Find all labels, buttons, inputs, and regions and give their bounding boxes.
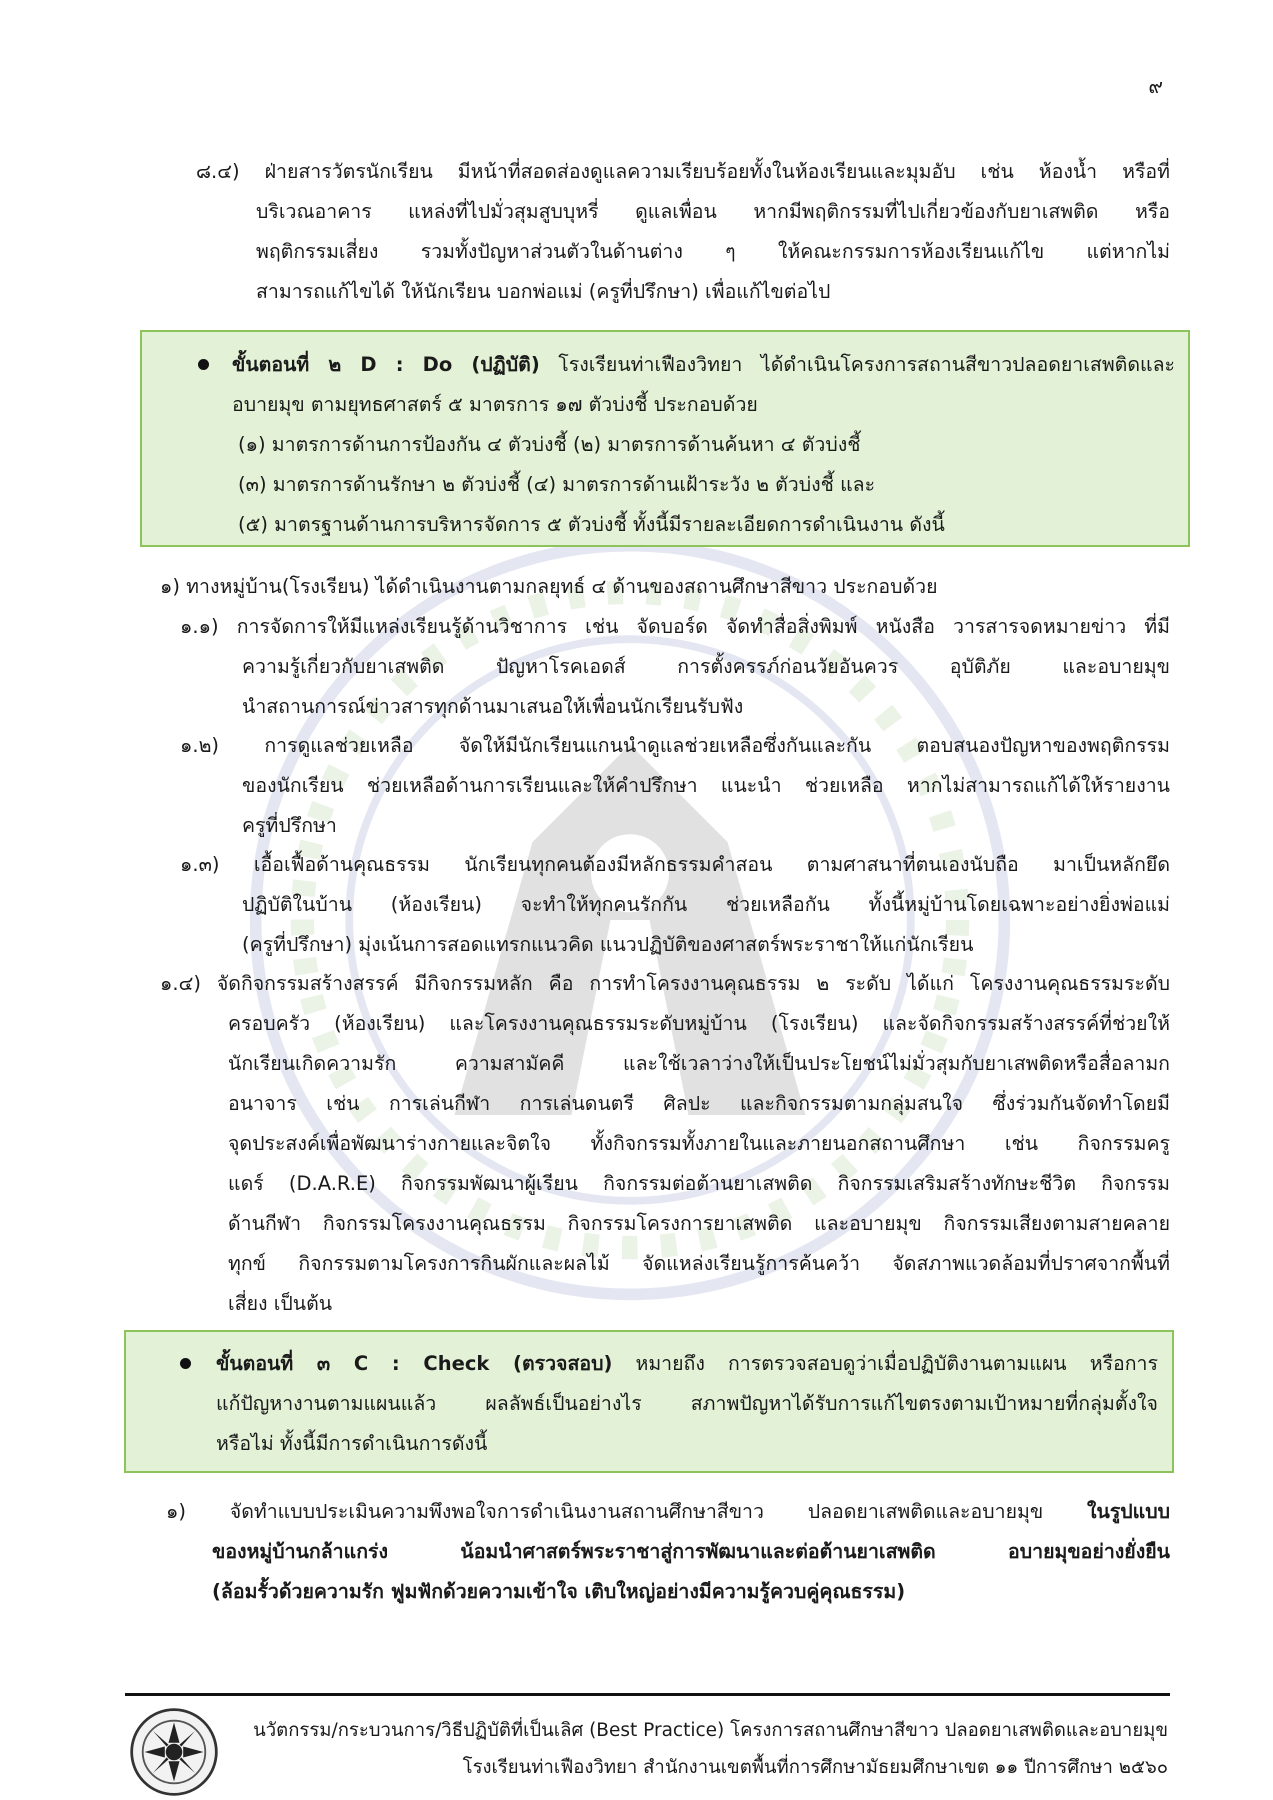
- item-1-4-line: แดร์ (D.A.R.E) กิจกรรมพัฒนาผู้เรียน กิจกรรมต่อต้านยาเสพติด กิจกรรมเสริมสร้างทักษะชีวิต กิจกรรม: [228, 1172, 1170, 1195]
- item-1-4-line: ๑.๔) จัดกิจกรรมสร้างสรรค์ มีกิจกรรมหลัก คือ การทำโครงงานคุณธรรม ๒ ระดับ ได้แก่ โครงงานคุณธรรมระดับ: [160, 972, 1170, 995]
- section-1-intro: ๑) ทางหมู่บ้าน(โรงเรียน) ได้ดำเนินงานตามกลยุทธ์ ๔ ด้านของสถานศึกษาสีขาว ประกอบด้วย: [160, 575, 938, 598]
- check-item-1-bold: ในรูปแบบ: [1086, 1500, 1170, 1523]
- step-check-line: หรือไม่ ทั้งนี้มีการดำเนินการดังนี้: [216, 1432, 488, 1455]
- item-1-3-line: (ครูที่ปรึกษา) มุ่งเน้นการสอดแทรกแนวคิด แนวปฏิบัติของศาสตร์พระราชาให้แก่นักเรียน: [242, 933, 974, 956]
- item-1-3: [180, 845, 1170, 965]
- check-item-1: [166, 1492, 1170, 1612]
- check-item-1-line: ของหมู่บ้านกล้าแกร่ง น้อมนำศาสตร์พระราชาสู่การพัฒนาและต่อต้านยาเสพติด อบายมุขอย่างยั่งยืน: [212, 1540, 1170, 1563]
- item-1-4: [160, 964, 1170, 1324]
- step-do-line: (๓) มาตรการด้านรักษา ๒ ตัวบ่งชี้ (๔) มาตรการด้านเฝ้าระวัง ๒ ตัวบ่งชี้ และ: [238, 473, 876, 496]
- step-check-line: แก้ปัญหางานตามแผนแล้ว ผลลัพธ์เป็นอย่างไร สภาพปัญหาได้รับการแก้ไขตรงตามเป้าหมายที่กลุ่มตั้งใจ: [216, 1392, 1158, 1415]
- item-1-2-line: ๑.๒) การดูแลช่วยเหลือ จัดให้มีนักเรียนแกนนำดูแลช่วยเหลือซึ่งกันและกัน ตอบสนองปัญหาของพฤติกรรม: [180, 734, 1170, 757]
- bullet-icon: [180, 1358, 191, 1369]
- item-1-2: [180, 726, 1170, 846]
- item-1-4-line: ด้านกีฬา กิจกรรมโครงงานคุณธรรม กิจกรรมโครงการยาเสพติด และอบายมุข กิจกรรมเสียงตามสายคลาย: [228, 1212, 1170, 1235]
- item-1-1-line: ความรู้เกี่ยวกับยาเสพติด ปัญหาโรคเอดส์ การตั้งครรภ์ก่อนวัยอันควร อุบัติภัย และอบายมุข: [242, 655, 1170, 678]
- check-item-1-line: (ล้อมรั้วด้วยความรัก ฟูมฟักด้วยความเข้าใจ เติบใหญ่อย่างมีความรู้ควบคู่คุณธรรม): [212, 1580, 906, 1603]
- item-1-3-line: ๑.๓) เอื้อเฟื้อด้านคุณธรรม นักเรียนทุกคนต้องมีหลักธรรมคำสอน ตามศาสนาที่ตนเองนับถือ มาเป็นหลักยึด: [180, 853, 1170, 876]
- step-check-line: [216, 1344, 1158, 1384]
- step-do-line: อบายมุข ตามยุทธศาสตร์ ๕ มาตรการ ๑๗ ตัวบ่งชี้ ประกอบด้วย: [232, 393, 758, 416]
- item-1-4-line: นักเรียนเกิดความรัก ความสามัคคี และใช้เวลาว่างให้เป็นประโยชน์ไม่มั่วสุมกับยาเสพติดหรือสื่อลามก: [228, 1052, 1170, 1075]
- section-8-4: [196, 152, 1170, 312]
- step-do-heading: ขั้นตอนที่ ๒ D : Do (ปฏิบัติ): [232, 353, 540, 376]
- item-1-2-line: ของนักเรียน ช่วยเหลือด้านการเรียนและให้คำปรึกษา แนะนำ ช่วยเหลือ หากไม่สามารถแก้ได้ให้รายงาน: [242, 774, 1170, 797]
- step-do-line: [232, 345, 1175, 385]
- step-do-line: (๕) มาตรฐานด้านการบริหารจัดการ ๕ ตัวบ่งชี้ ทั้งนี้มีรายละเอียดการดำเนินงาน ดังนี้: [238, 513, 945, 536]
- section-8-4-line: ๘.๔) ฝ่ายสารวัตรนักเรียน มีหน้าที่สอดส่องดูแลความเรียบร้อยทั้งในห้องเรียนและมุมอับ เช่น ห้องน้ำ หรือที่: [196, 160, 1170, 183]
- item-1-4-line: เสี่ยง เป็นต้น: [228, 1292, 333, 1315]
- item-1-1-line: ๑.๑) การจัดการให้มีแหล่งเรียนรู้ด้านวิชาการ เช่น จัดบอร์ด จัดทำสื่อสิ่งพิมพ์ หนังสือ วารสารจดหมายข่าว ที่มี: [180, 615, 1170, 638]
- item-1-1-line: นำสถานการณ์ข่าวสารทุกด้านมาเสนอให้เพื่อนนักเรียนรับฟัง: [242, 695, 744, 718]
- item-1-4-line: ทุกข์ กิจกรรมตามโครงการกินผักและผลไม้ จัดแหล่งเรียนรู้การค้นคว้า จัดสภาพแวดล้อมที่ปราศจากพื้นที่: [228, 1252, 1170, 1275]
- item-1-4-line: อนาจาร เช่น การเล่นกีฬา การเล่นดนตรี ศิลปะ และกิจกรรมตามกลุ่มสนใจ ซึ่งร่วมกันจัดทำโดยมี: [228, 1092, 1170, 1115]
- section-8-4-line: พฤติกรรมเสี่ยง รวมทั้งปัญหาส่วนตัวในด้านต่าง ๆ ให้คณะกรรมการห้องเรียนแก้ไข แต่หากไม่: [256, 240, 1170, 263]
- section-8-4-line: บริเวณอาคาร แหล่งที่ไปมั่วสุมสูบบุหรี่ ดูแลเพื่อน หากมีพฤติกรรมที่ไปเกี่ยวข้องกับยาเสพติด หรือ: [256, 200, 1170, 223]
- item-1-4-line: จุดประสงค์เพื่อพัฒนาร่างกายและจิตใจ ทั้งกิจกรรมทั้งภายในและภายนอกสถานศึกษา เช่น กิจกรรมครู: [228, 1132, 1170, 1155]
- footer-line-2: โรงเรียนท่าเฟืองวิทยา สำนักงานเขตพื้นที่การศึกษามัธยมศึกษาเขต ๑๑ ปีการศึกษา ๒๕๖๐: [462, 1757, 1168, 1778]
- step-do-line: (๑) มาตรการด้านการป้องกัน ๔ ตัวบ่งชี้ (๒) มาตรการด้านค้นหา ๔ ตัวบ่งชี้: [238, 433, 861, 456]
- page-number: ๙: [1148, 74, 1163, 98]
- footer-divider: [125, 1693, 1170, 1696]
- step-do-text: [232, 345, 1175, 545]
- check-item-1-normal: ๑) จัดทำแบบประเมินความพึงพอใจการดำเนินงานสถานศึกษาสีขาว ปลอดยาเสพติดและอบายมุข: [166, 1500, 1087, 1523]
- footer-text: [253, 1712, 1168, 1786]
- section-8-4-line: สามารถแก้ไขได้ ให้นักเรียน บอกพ่อแม่ (ครูที่ปรึกษา) เพื่อแก้ไขต่อไป: [256, 280, 831, 303]
- item-1-2-line: ครูที่ปรึกษา: [242, 814, 337, 837]
- bullet-icon: [198, 359, 209, 370]
- item-1-1: [180, 607, 1170, 727]
- step-check-text: [216, 1344, 1158, 1464]
- check-item-1-line: [166, 1492, 1170, 1532]
- step-check-line-rest: หมายถึง การตรวจสอบดูว่าเมื่อปฏิบัติงานตามแผน หรือการ: [612, 1352, 1158, 1375]
- item-1-4-line: ครอบครัว (ห้องเรียน) และโครงงานคุณธรรมระดับหมู่บ้าน (โรงเรียน) และจัดกิจกรรมสร้างสรรค์ที่ช่วยให้: [228, 1012, 1170, 1035]
- footer-line-1: นวัตกรรม/กระบวนการ/วิธีปฏิบัติที่เป็นเลิศ (Best Practice) โครงการสถานศึกษาสีขาว ปลอดยาเสพติดและอบายมุข: [253, 1720, 1168, 1741]
- school-logo-icon: [128, 1706, 220, 1798]
- step-check-heading: ขั้นตอนที่ ๓ C : Check (ตรวจสอบ): [216, 1352, 613, 1375]
- step-do-line-rest: โรงเรียนท่าเฟืองวิทยา ได้ดำเนินโครงการสถานสีขาวปลอดยาเสพติดและ: [539, 353, 1175, 376]
- item-1-3-line: ปฏิบัติในบ้าน (ห้องเรียน) จะทำให้ทุกคนรักกัน ช่วยเหลือกัน ทั้งนี้หมู่บ้านโดยเฉพาะอย่างยิ่งพ่อแม่: [242, 893, 1170, 916]
